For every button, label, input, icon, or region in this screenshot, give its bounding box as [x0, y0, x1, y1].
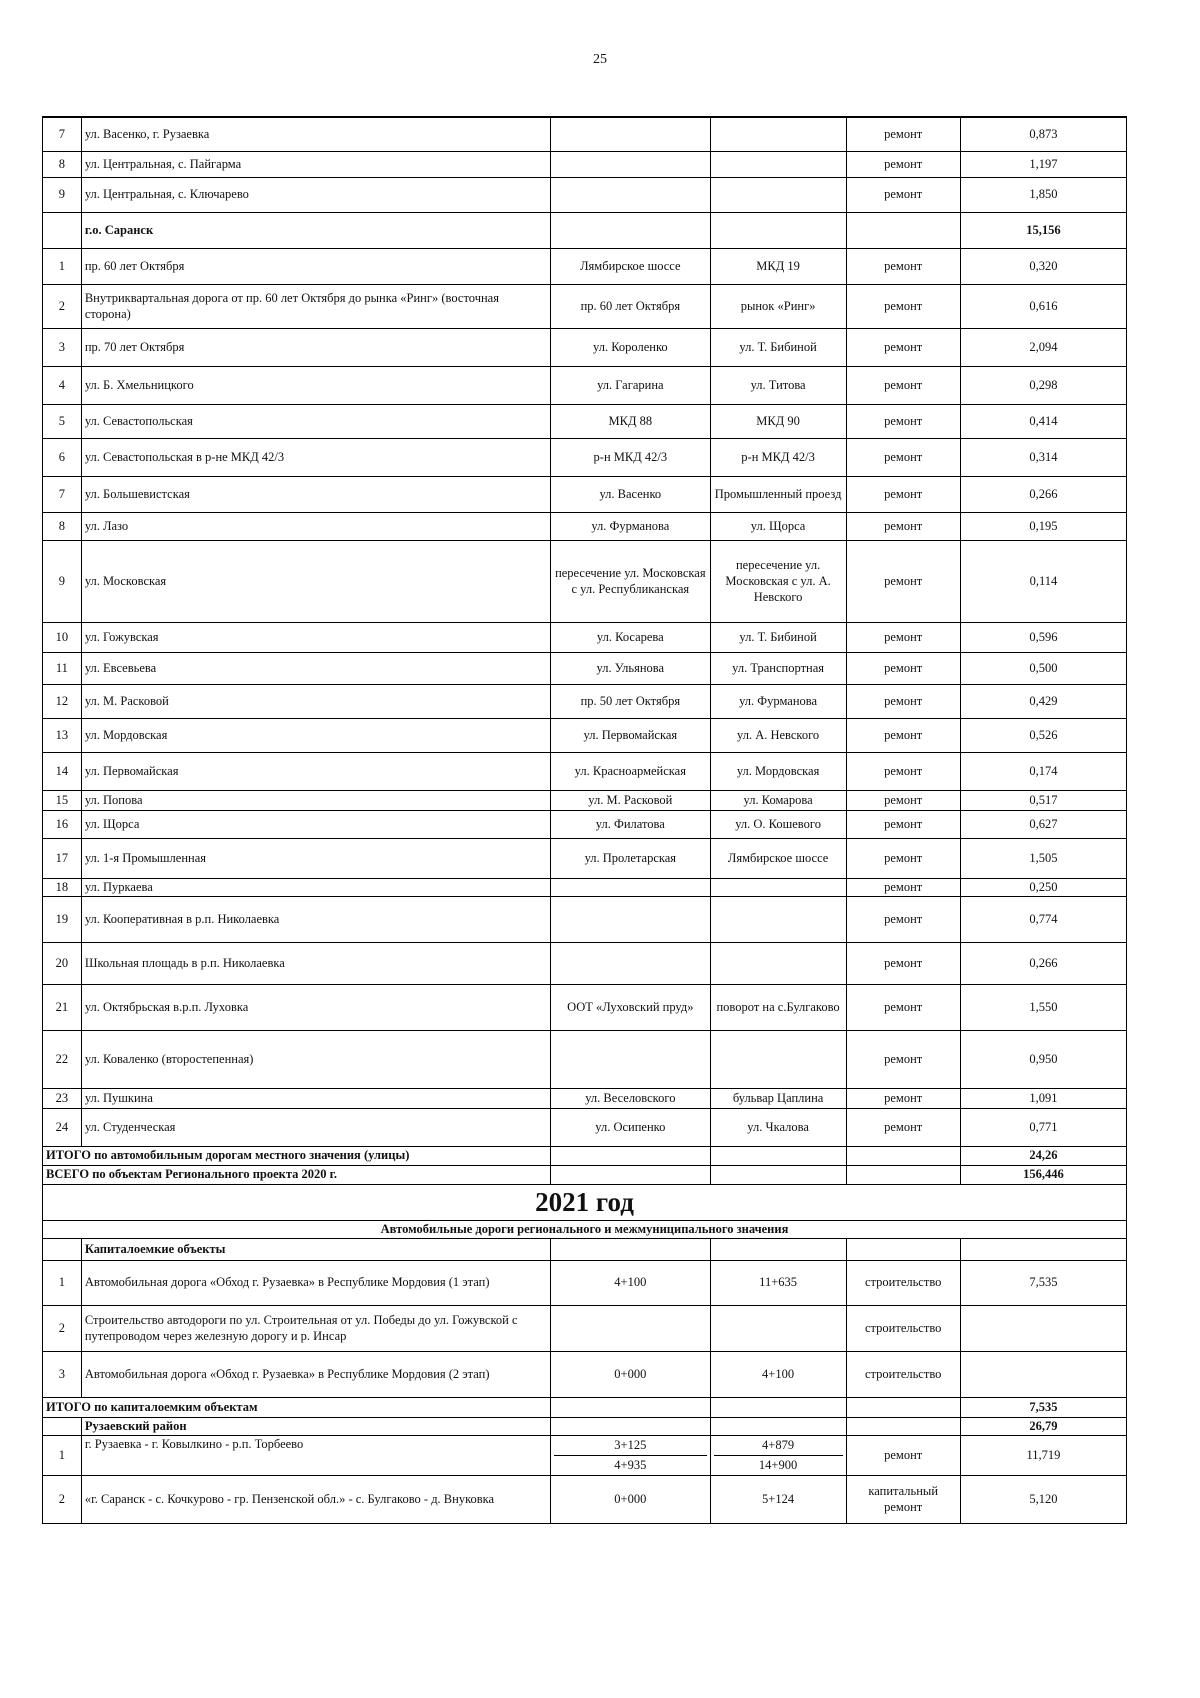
road-name: ул. Большевистская	[81, 476, 550, 512]
start-point: пр. 60 лет Октября	[551, 284, 711, 328]
end-point	[710, 896, 846, 942]
road-name: пр. 60 лет Октября	[81, 248, 550, 284]
end-point	[710, 1305, 846, 1351]
total-label: ИТОГО по капиталоемким объектам	[43, 1397, 551, 1417]
table-row	[43, 1260, 1127, 1305]
table-row	[43, 984, 1127, 1030]
road-name: ул. Центральная, с. Пайгарма	[81, 151, 550, 177]
row-number: 9	[43, 177, 82, 212]
road-name: «г. Саранск - с. Кочкурово - гр. Пензенской обл.» - с. Булгаково - д. Внуковка	[81, 1475, 550, 1523]
road-name: ул. Б. Хмельницкого	[81, 366, 550, 404]
row-number: 14	[43, 752, 82, 790]
row-number: 20	[43, 942, 82, 984]
end-point: ул. Щорса	[710, 512, 846, 540]
section-heading: Автомобильные дороги регионального и межмуниципального значения	[43, 1220, 1127, 1238]
end-point	[710, 1030, 846, 1088]
end-point-split	[710, 1435, 846, 1475]
start-point-split	[551, 1435, 711, 1475]
start-point: ул. Васенко	[551, 476, 711, 512]
road-name: Автомобильная дорога «Обход г. Рузаевка» в Республике Мордовия (1 этап)	[81, 1260, 550, 1305]
table-row	[43, 117, 1127, 151]
year-row	[43, 1184, 1127, 1220]
start-point: ул. Гагарина	[551, 366, 711, 404]
row-number: 1	[43, 248, 82, 284]
work-type: ремонт	[846, 652, 960, 684]
end-point: ул. Комарова	[710, 790, 846, 810]
row-number: 13	[43, 718, 82, 752]
table-row	[43, 810, 1127, 838]
end-point: 5+124	[710, 1475, 846, 1523]
table-row	[43, 1351, 1127, 1397]
end-point: 11+635	[710, 1260, 846, 1305]
start-point	[551, 177, 711, 212]
end-point: Промышленный проезд	[710, 476, 846, 512]
work-type: ремонт	[846, 878, 960, 896]
table-row	[43, 177, 1127, 212]
length-km: 0,517	[960, 790, 1126, 810]
work-type: ремонт	[846, 476, 960, 512]
total-row	[43, 1397, 1127, 1417]
group-name: г.о. Саранск	[81, 212, 550, 248]
length-km: 0,298	[960, 366, 1126, 404]
row-number: 24	[43, 1108, 82, 1146]
end-point: р-н МКД 42/3	[710, 438, 846, 476]
length-km: 0,596	[960, 622, 1126, 652]
end-point: поворот на с.Булгаково	[710, 984, 846, 1030]
table-row	[43, 438, 1127, 476]
row-number: 3	[43, 328, 82, 366]
length-km: 0,250	[960, 878, 1126, 896]
table-row	[43, 790, 1127, 810]
start-point: 0+000	[551, 1475, 711, 1523]
road-name: ул. Севастопольская	[81, 404, 550, 438]
row-number: 8	[43, 151, 82, 177]
work-type: ремонт	[846, 177, 960, 212]
end-point: пересечение ул. Московская с ул. А. Невского	[710, 540, 846, 622]
start-point: 4+100	[551, 1260, 711, 1305]
start-point: ул. Первомайская	[551, 718, 711, 752]
length-km: 0,266	[960, 476, 1126, 512]
table-row	[43, 684, 1127, 718]
start-point: ООТ «Луховский пруд»	[551, 984, 711, 1030]
length-km: 0,500	[960, 652, 1126, 684]
year-heading: 2021 год	[43, 1184, 1127, 1220]
start-point: 0+000	[551, 1351, 711, 1397]
work-type: ремонт	[846, 942, 960, 984]
table-row	[43, 248, 1127, 284]
length-km: 1,505	[960, 838, 1126, 878]
table-row	[43, 1088, 1127, 1108]
start-point: ул. Веселовского	[551, 1088, 711, 1108]
length-km: 5,120	[960, 1475, 1126, 1523]
end-point: 4+100	[710, 1351, 846, 1397]
end-point	[710, 878, 846, 896]
table-row	[43, 622, 1127, 652]
table-row	[43, 328, 1127, 366]
table-row	[43, 1108, 1127, 1146]
row-number: 10	[43, 622, 82, 652]
table-row	[43, 366, 1127, 404]
start-point: ул. Красноармейская	[551, 752, 711, 790]
end-point: Лямбирское шоссе	[710, 838, 846, 878]
road-name: ул. Пушкина	[81, 1088, 550, 1108]
length-km	[960, 1351, 1126, 1397]
start-point: пересечение ул. Московская с ул. Республиканская	[551, 540, 711, 622]
table-row	[43, 1305, 1127, 1351]
work-type: капитальный ремонт	[846, 1475, 960, 1523]
length-km: 0,950	[960, 1030, 1126, 1088]
end-point: ул. Транспортная	[710, 652, 846, 684]
road-name: Автомобильная дорога «Обход г. Рузаевка» в Республике Мордовия (2 этап)	[81, 1351, 550, 1397]
road-name: Строительство автодороги по ул. Строительная от ул. Победы до ул. Гожувской с путепроводом через железную дорогу и р. Инсар	[81, 1305, 550, 1351]
start-point: ул. Косарева	[551, 622, 711, 652]
work-type: ремонт	[846, 328, 960, 366]
start-point	[551, 151, 711, 177]
end-point: ул. Т. Бибиной	[710, 622, 846, 652]
total-label: ВСЕГО по объектам Регионального проекта 2020 г.	[43, 1165, 551, 1184]
table-row	[43, 752, 1127, 790]
end-point: МКД 19	[710, 248, 846, 284]
work-type: ремонт	[846, 540, 960, 622]
length-km: 1,850	[960, 177, 1126, 212]
length-km	[960, 1305, 1126, 1351]
start-point: ул. Фурманова	[551, 512, 711, 540]
row-number: 2	[43, 284, 82, 328]
start-point: пр. 50 лет Октября	[551, 684, 711, 718]
roads-table	[42, 116, 1127, 1524]
end-point	[710, 151, 846, 177]
work-type: ремонт	[846, 1108, 960, 1146]
row-number: 5	[43, 404, 82, 438]
work-type: ремонт	[846, 984, 960, 1030]
road-name: ул. Щорса	[81, 810, 550, 838]
start-point: ул. Короленко	[551, 328, 711, 366]
total-row	[43, 1146, 1127, 1165]
work-type: ремонт	[846, 1435, 960, 1475]
group-header-row	[43, 1238, 1127, 1260]
end-point: ул. Чкалова	[710, 1108, 846, 1146]
row-number: 15	[43, 790, 82, 810]
road-name: ул. Лазо	[81, 512, 550, 540]
length-km: 0,526	[960, 718, 1126, 752]
table-row	[43, 476, 1127, 512]
road-name: ул. Октябрьская в.р.п. Луховка	[81, 984, 550, 1030]
row-number: 11	[43, 652, 82, 684]
length-km: 1,091	[960, 1088, 1126, 1108]
end-point: ул. О. Кошевого	[710, 810, 846, 838]
end-point: 4+879	[714, 1436, 843, 1456]
length-km: 7,535	[960, 1260, 1126, 1305]
table-row	[43, 512, 1127, 540]
page-number: 25	[593, 52, 607, 67]
length-km: 1,550	[960, 984, 1126, 1030]
work-type: ремонт	[846, 622, 960, 652]
total-row	[43, 1165, 1127, 1184]
length-km: 0,873	[960, 117, 1126, 151]
table-row	[43, 718, 1127, 752]
group-length: 15,156	[960, 212, 1126, 248]
work-type: ремонт	[846, 896, 960, 942]
row-number: 22	[43, 1030, 82, 1088]
row-number: 7	[43, 117, 82, 151]
road-name: ул. Коваленко (второстепенная)	[81, 1030, 550, 1088]
work-type: ремонт	[846, 248, 960, 284]
road-name: ул. Васенко, г. Рузаевка	[81, 117, 550, 151]
row-number: 23	[43, 1088, 82, 1108]
start-point: ул. Ульянова	[551, 652, 711, 684]
road-name: ул. Мордовская	[81, 718, 550, 752]
work-type: ремонт	[846, 284, 960, 328]
start-point	[551, 878, 711, 896]
length-km: 0,774	[960, 896, 1126, 942]
start-point	[551, 1030, 711, 1088]
road-name: ул. 1-я Промышленная	[81, 838, 550, 878]
row-number: 1	[43, 1260, 82, 1305]
road-name: ул. Московская	[81, 540, 550, 622]
row-number: 6	[43, 438, 82, 476]
total-length: 7,535	[960, 1397, 1126, 1417]
work-type: ремонт	[846, 512, 960, 540]
work-type: ремонт	[846, 752, 960, 790]
section-row	[43, 1220, 1127, 1238]
total-label: ИТОГО по автомобильным дорогам местного значения (улицы)	[43, 1146, 551, 1165]
start-point: ул. Филатова	[551, 810, 711, 838]
length-km: 0,414	[960, 404, 1126, 438]
work-type: ремонт	[846, 366, 960, 404]
start-point: ул. Осипенко	[551, 1108, 711, 1146]
road-name: пр. 70 лет Октября	[81, 328, 550, 366]
table-row	[43, 540, 1127, 622]
row-number: 16	[43, 810, 82, 838]
end-point: МКД 90	[710, 404, 846, 438]
table-row	[43, 1435, 1127, 1475]
work-type: ремонт	[846, 1030, 960, 1088]
row-number: 17	[43, 838, 82, 878]
work-type: ремонт	[846, 438, 960, 476]
table-row	[43, 151, 1127, 177]
end-point: ул. А. Невского	[710, 718, 846, 752]
road-name: ул. Гожувская	[81, 622, 550, 652]
row-number: 1	[43, 1435, 82, 1475]
row-number: 21	[43, 984, 82, 1030]
row-number: 3	[43, 1351, 82, 1397]
length-km: 1,197	[960, 151, 1126, 177]
group-header-row	[43, 1417, 1127, 1435]
start-point: 3+125	[554, 1436, 707, 1456]
end-point: ул. Титова	[710, 366, 846, 404]
length-km: 0,266	[960, 942, 1126, 984]
road-name: ул. Студенческая	[81, 1108, 550, 1146]
start-point	[551, 1305, 711, 1351]
end-point: рынок «Ринг»	[710, 284, 846, 328]
start-point: ул. М. Расковой	[551, 790, 711, 810]
row-number: 19	[43, 896, 82, 942]
start-point: Лямбирское шоссе	[551, 248, 711, 284]
length-km: 0,174	[960, 752, 1126, 790]
group-header-row	[43, 212, 1127, 248]
road-name: ул. М. Расковой	[81, 684, 550, 718]
group-name: Рузаевский район	[81, 1417, 550, 1435]
end-point	[710, 942, 846, 984]
road-name: ул. Первомайская	[81, 752, 550, 790]
length-km: 0,314	[960, 438, 1126, 476]
work-type: ремонт	[846, 117, 960, 151]
table-row	[43, 284, 1127, 328]
row-number: 18	[43, 878, 82, 896]
row-number: 7	[43, 476, 82, 512]
start-point	[551, 942, 711, 984]
end-point: ул. Мордовская	[710, 752, 846, 790]
road-name: ул. Попова	[81, 790, 550, 810]
start-point: ул. Пролетарская	[551, 838, 711, 878]
table-row	[43, 838, 1127, 878]
table-row	[43, 1475, 1127, 1523]
length-km: 0,320	[960, 248, 1126, 284]
road-name: Школьная площадь в р.п. Николаевка	[81, 942, 550, 984]
road-name: ул. Евсевьева	[81, 652, 550, 684]
start-point: МКД 88	[551, 404, 711, 438]
road-name: ул. Севастопольская в р-не МКД 42/3	[81, 438, 550, 476]
end-point: ул. Т. Бибиной	[710, 328, 846, 366]
start-point	[551, 117, 711, 151]
work-type: ремонт	[846, 718, 960, 752]
work-type: ремонт	[846, 151, 960, 177]
road-name: ул. Центральная, с. Ключарево	[81, 177, 550, 212]
start-point	[551, 896, 711, 942]
end-point	[710, 117, 846, 151]
work-type: ремонт	[846, 1088, 960, 1108]
group-name: Капиталоемкие объекты	[81, 1238, 550, 1260]
length-km: 0,771	[960, 1108, 1126, 1146]
total-length: 24,26	[960, 1146, 1126, 1165]
work-type: строительство	[846, 1305, 960, 1351]
length-km: 0,627	[960, 810, 1126, 838]
table-row	[43, 1030, 1127, 1088]
row-number: 2	[43, 1305, 82, 1351]
start-point: р-н МКД 42/3	[551, 438, 711, 476]
table-row	[43, 878, 1127, 896]
work-type: ремонт	[846, 404, 960, 438]
length-km: 0,429	[960, 684, 1126, 718]
start-point: 4+935	[614, 1457, 647, 1472]
end-point	[710, 177, 846, 212]
row-number: 12	[43, 684, 82, 718]
end-point: ул. Фурманова	[710, 684, 846, 718]
length-km: 0,616	[960, 284, 1126, 328]
end-point: бульвар Цаплина	[710, 1088, 846, 1108]
work-type: ремонт	[846, 684, 960, 718]
row-number: 8	[43, 512, 82, 540]
length-km: 11,719	[960, 1435, 1126, 1475]
row-number: 9	[43, 540, 82, 622]
row-number: 4	[43, 366, 82, 404]
table-row	[43, 942, 1127, 984]
length-km: 0,114	[960, 540, 1126, 622]
work-type: ремонт	[846, 790, 960, 810]
table-row	[43, 652, 1127, 684]
work-type: строительство	[846, 1260, 960, 1305]
table-row	[43, 404, 1127, 438]
end-point: 14+900	[758, 1457, 798, 1472]
row-number: 2	[43, 1475, 82, 1523]
work-type: ремонт	[846, 838, 960, 878]
road-name: г. Рузаевка - г. Ковылкино - р.п. Торбеево	[81, 1435, 550, 1475]
road-name: ул. Пуркаева	[81, 878, 550, 896]
length-km: 2,094	[960, 328, 1126, 366]
total-length: 156,446	[960, 1165, 1126, 1184]
length-km: 0,195	[960, 512, 1126, 540]
table-row	[43, 896, 1127, 942]
road-name: ул. Кооперативная в р.п. Николаевка	[81, 896, 550, 942]
group-length: 26,79	[960, 1417, 1126, 1435]
work-type: строительство	[846, 1351, 960, 1397]
work-type: ремонт	[846, 810, 960, 838]
road-name: Внутриквартальная дорога от пр. 60 лет Октября до рынка «Ринг» (восточная сторона)	[81, 284, 550, 328]
